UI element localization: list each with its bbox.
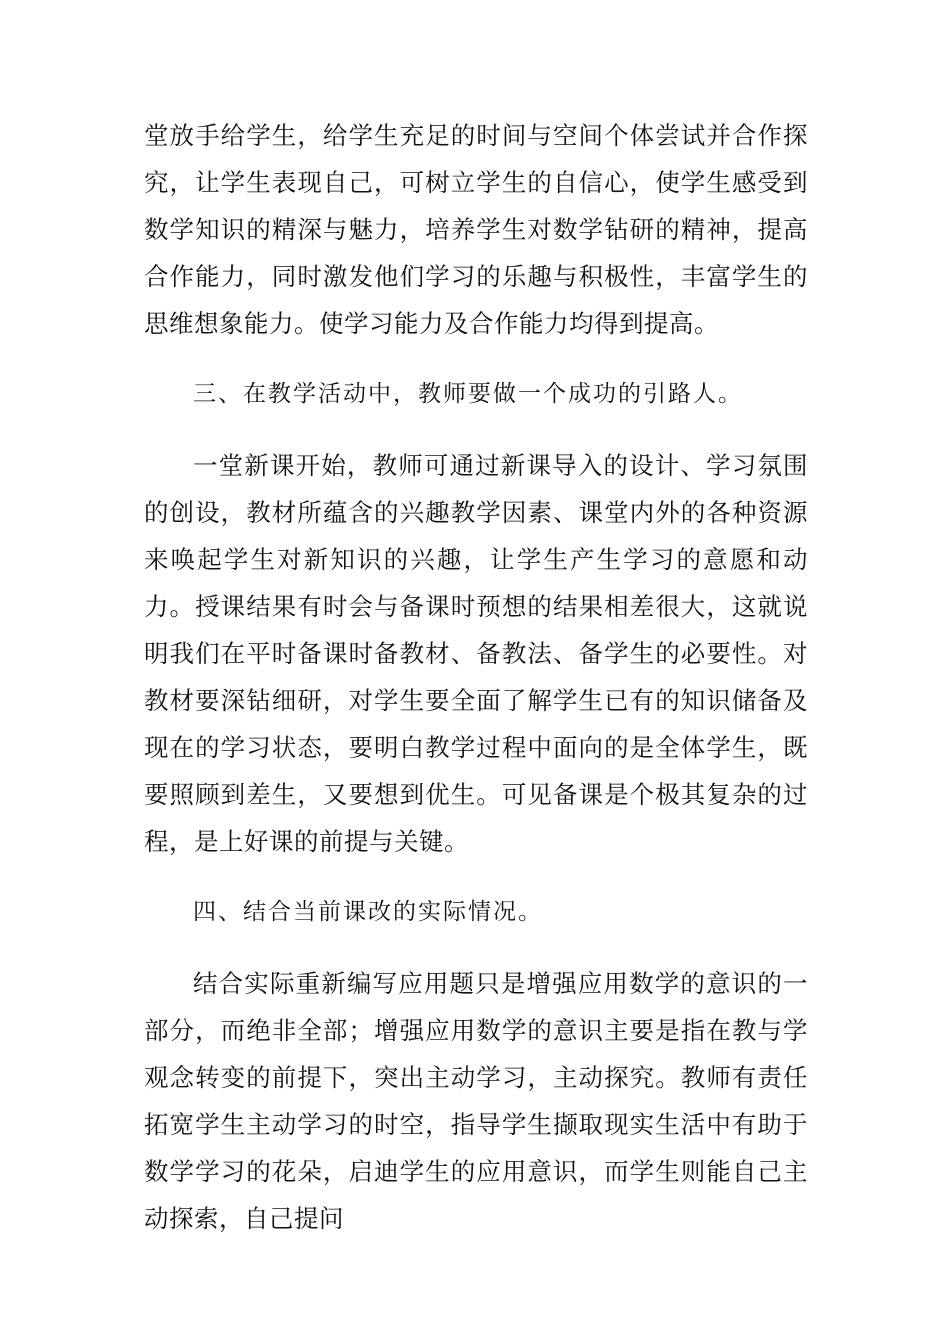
section-heading-3: 三、在教学活动中，教师要做一个成功的引路人。 bbox=[193, 381, 743, 407]
document-body bbox=[144, 112, 808, 1242]
paragraph-gap bbox=[144, 418, 808, 442]
paragraph-3: 结合实际重新编写应用题只是增强应用数学的意识的一部分，而绝非全部；增强应用数学的意识主要是指在教与学观念转变的前提下，突出主动学习，主动探究。教师有责任拓宽学生主动学习的时空，指导学生撷取现实生活中有助于数学学习的花朵，启迪学生的应用意识，而学生则能自己主动探索，自己提问 bbox=[144, 969, 808, 1233]
paragraph-gap bbox=[144, 865, 808, 889]
paragraph-2: 一堂新课开始，教师可通过新课导入的设计、学习氛围的创设，教材所蕴含的兴趣教学因素、课堂内外的各种资源来唤起学生对新知识的兴趣，让学生产生学习的意愿和动力。授课结果有时会与备课时预想的结果相差很大，这就说明我们在平时备课时备教材、备教法、备学生的必要性。对教材要深钻细研，对学生要全面了解学生已有的知识储备及现在的学习状态，要明白教学过程中面向的是全体学生，既要照顾到差生，又要想到优生。可见备课是个极其复杂的过程，是上好课的前提与关键。 bbox=[144, 451, 808, 856]
paragraph-1: 堂放手给学生，给学生充足的时间与空间个体尝试并合作探究，让学生表现自己，可树立学生的自信心，使学生感受到数学知识的精深与魅力，培养学生对数学钻研的精神，提高合作能力，同时激发他们学习的乐趣与积极性，丰富学生的思维想象能力。使学习能力及合作能力均得到提高。 bbox=[144, 121, 808, 338]
paragraph-gap bbox=[144, 936, 808, 960]
section-heading-4: 四、结合当前课改的实际情况。 bbox=[193, 899, 543, 925]
paragraph-gap bbox=[144, 347, 808, 371]
